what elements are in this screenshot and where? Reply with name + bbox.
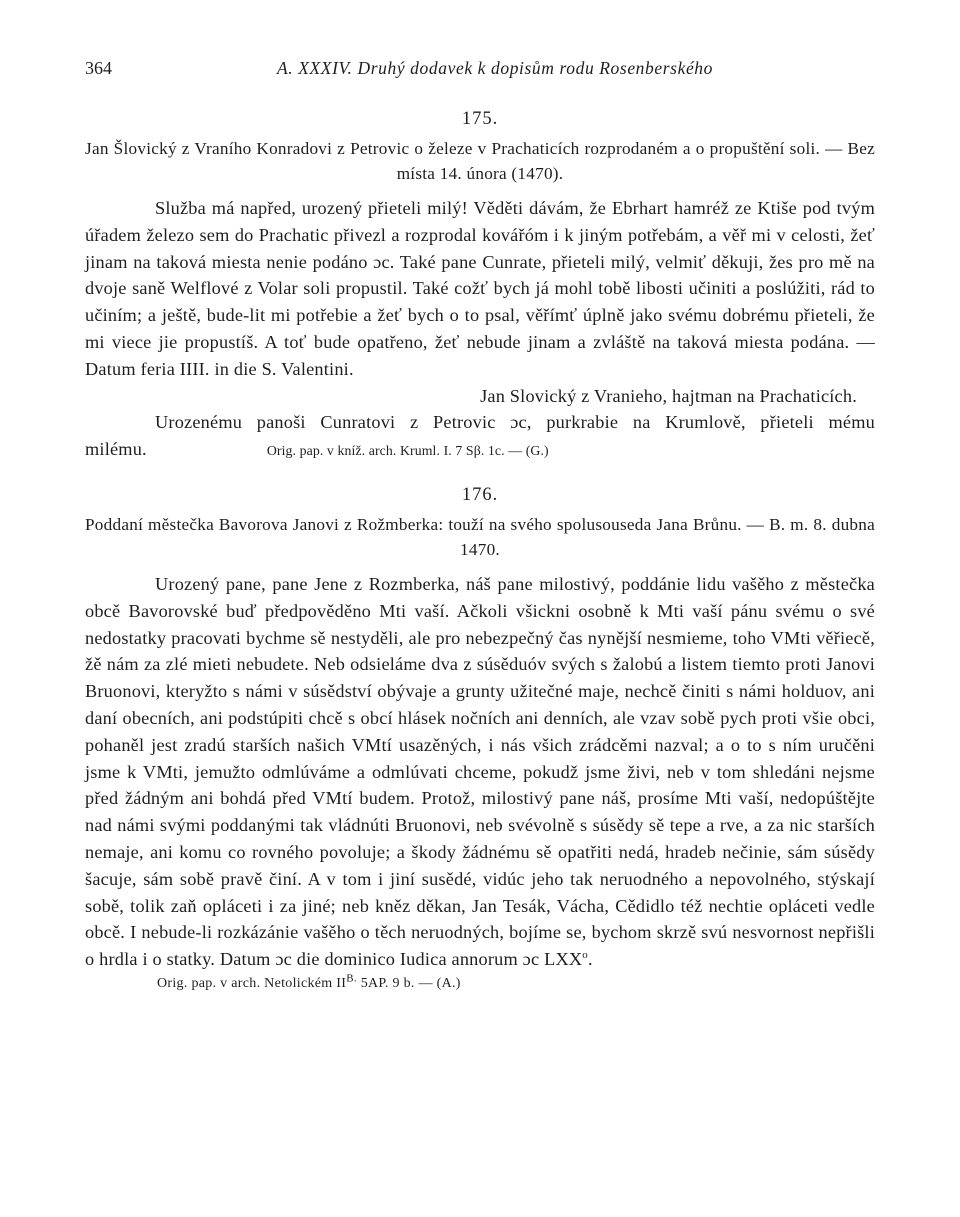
document-body (85, 571, 875, 973)
document-body (85, 195, 875, 465)
letter-text: Služba má napřed, urozený přieteli milý! Věděti dávám, že Ebrhart hamréž ze Ktiše pod tvým úřadem železo sem do Prachatic přivezl a rozprodal kovářóm i k jiným potřebám, a věř mi v celosti, žeť jinam na taková miesta nenie podáno ɔc. Také pane Cunrate, přieteli milý, velmiť děkuji, žes pro mě na dvoje saně Welflové z Volar soli propustil. Také cožť bych já mohl tobě libosti učiniti a poslúžiti, rád to učiním; a ještě, bude-lit mi potřebie a žeť bych o to psal, věřímť úplně jako svému dobrému přieteli, že mi viece jie propustíš. A toť bude opatřeno, žeť nebude jinam a zvláště na taková miesta podána. — Datum feria IIII. in die S. Valentini. (85, 198, 875, 379)
document-number: 175. (461, 109, 499, 129)
letter-text-main: Urozený pane, pane Jene z Rozmberka, náš pane milostivý, poddánie lidu vašěho z městečka obcě Bavorovské buď předpověděno Mti vaší. Ačkoli všickni osobně k Mti vaší pánu svému o své nedostatky pracovati bychme sě nestyděli, ale pro nebezpečný čas nynější nesmieme, toho VMti věřiecě, žě nám za zlé mieti nebudete. Neb odsieláme dva z súsěduóv svých s žalobú a listem tiemto proti Janovi Bruonovi, kteryžto s námi v súsědství obývaje a grunty užitečné maje, nechcě činiti s námi holduov, ani daní obecních, ani podstúpiti chcě s obcí hlásek nočních ani denních, ale vzav sobě pych proti všie obci, pohaněl jest zradú starších našich VMtí usazěných, i nás všich zrádcěmi nazval; a o to s ním uručěni jsme k VMti, jemužto odmlúváme a odmlúvati chceme, pokudž jsme živi, neb v tom shledáni nejsme před žádným ani bohdá před VMtí budem. Protož, milostivý pane náš, prosíme Mti vaší, nedopúštějte nad námi svými poddanými tak vládnúti Bruonovi, neb svévolně s súsědy sě tepe a rve, a za nic starších nemaje, ani komu co rovného povoluje; a škody žádnému sě opatřiti nedá, hradeb nečinie, sám súsědy šacuje, sám sobě pravě činí. A v tom i jiní susědé, vidúc jeho tak neruodného a nepovolného, stýskají sobě, tolik zaň opláceti i za jiné; neb kněz děkan, Jan Tesák, Vácha, Cědidlo též nechtie opláceti vedle obcě. I nebude-li rozkázánie vašěho o těch neruodných, bojíme se, bychom skrzě svú nesvornost nepřišli o hrdla i o statky. Datum ɔc die dominico Iudica annorum ɔc LXX (85, 573, 875, 970)
letter-text (85, 571, 875, 973)
page-number: 364 (85, 58, 112, 78)
letter-signature: Jan Slovický z Vranieho, hajtman na Prachaticích. (480, 385, 857, 406)
book-page (85, 58, 875, 992)
letter-text-end: . (587, 949, 593, 970)
source-note: Orig. pap. v kníž. arch. Kruml. I. 7 Sβ. 1c. — (G.) (266, 443, 549, 459)
letter-address-block (85, 409, 875, 465)
letter-address: Urozenému panoši Cunratovi z Petrovic ɔc, purkrabie na Krumlově, přieteli mému milému. (85, 412, 875, 460)
document-number: 176. (461, 484, 499, 505)
document-175 (85, 109, 875, 465)
source-note-end: 5AP. 9 b. — (A.) (356, 975, 461, 991)
document-176 (85, 485, 875, 992)
document-regest: Jan Šlovický z Vraního Konradovi z Petrovic o železe v Prachaticích rozprodaném a o propuštění soli. — Bez místa 14. února (1470). (85, 139, 875, 183)
document-regest: Poddaní městečka Bavorova Janovi z Rožmberka: touží na svého spolusouseda Jana Brůnu. — B. m. 8. dubna 1470. (85, 514, 875, 559)
source-note (85, 972, 875, 992)
superscript-o: o (582, 949, 588, 962)
running-title: A. XXXIV. Druhý dodavek k dopisům rodu Rosenberského (276, 58, 714, 78)
running-head (85, 58, 875, 88)
source-note-main: Orig. pap. v arch. Netolickém II (157, 975, 347, 991)
source-superscript: B. (346, 972, 357, 985)
